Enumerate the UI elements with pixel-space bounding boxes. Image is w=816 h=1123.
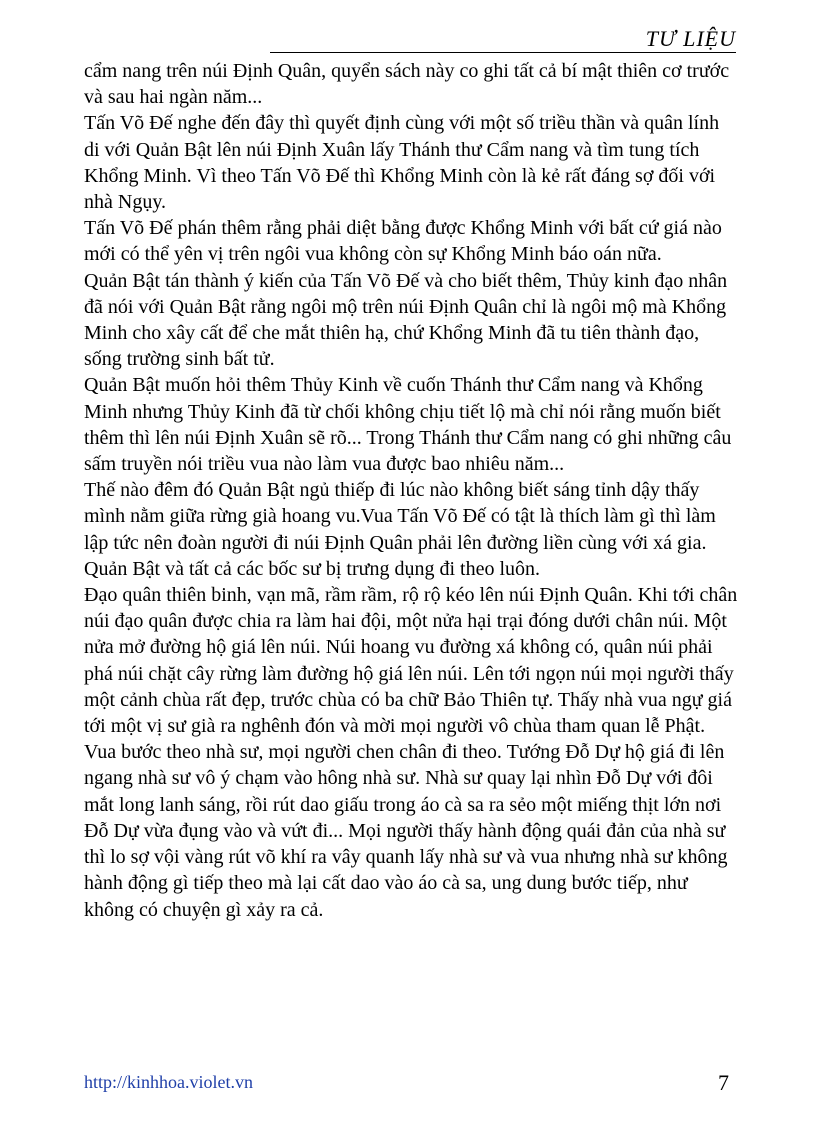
paragraph: Tấn Võ Đế nghe đến đây thì quyết định cùng với một số triều thần và quân lính di với Quản Bật lên núi Định Xuân lấy Thánh thư Cẩm nang và tìm tung tích Khổng Minh. Vì theo Tấn Võ Đế thì Khổng Minh còn là kẻ rất đáng sợ đối với nhà Ngụy. <box>84 112 720 214</box>
paragraph: cẩm nang trên núi Định Quân, quyển sách này co ghi tất cả bí mật thiên cơ trước và sau hai ngàn năm... <box>84 60 730 109</box>
paragraph: Thế nào đêm đó Quản Bật ngủ thiếp đi lúc nào không biết sáng tỉnh dậy thấy mình nằm giữa rừng già hoang vu.Vua Tấn Võ Đế có tật là thích làm gì thì làm lập tức nên đoàn người đi núi Định Quân phải lên đường liền cùng với xá gia. Quản Bật và tất cả các bốc sư bị trưng dụng đi theo luôn. <box>84 479 716 580</box>
footer-link[interactable]: http://kinhhoa.violet.vn <box>84 1072 253 1092</box>
paragraph: Vua bước theo nhà sư, mọi người chen chân đi theo. Tướng Đỗ Dự hộ giá đi lên ngang nhà sư vô ý chạm vào hông nhà sư. Nhà sư quay lại nhìn Đỗ Dự với đôi mắt long lanh sáng, rồi rút dao giấu trong áo cà sa ra sẻo một miếng thịt lớn nơi Đỗ Dự vừa đụng vào và vứt đi... Mọi người thấy hành động quái đản của nhà sư thì lo sợ vội vàng rút võ khí ra vây quanh lấy nhà sư và vua nhưng nhà sư không hành động gì tiếp theo mà lại cất dao vào áo cà sa, ung dung bước tiếp, như không có chuyện gì xảy ra cả. <box>84 741 728 921</box>
paragraph: Quản Bật muốn hỏi thêm Thủy Kinh về cuốn Thánh thư Cẩm nang và Khổng Minh nhưng Thủy Kinh đã từ chối không chịu tiết lộ mà chỉ nói rằng muốn biết thêm thì lên núi Định Xuân sẽ rõ... Trong Thánh thư Cẩm nang có ghi những câu sấm truyền nói triều vua nào làm vua được bao nhiêu năm... <box>84 374 732 476</box>
paragraph: Tấn Võ Đế phán thêm rằng phải diệt bằng được Khổng Minh với bất cứ giá nào mới có thể yên vị trên ngôi vua không còn sự Khổng Minh báo oán nữa. <box>84 217 722 266</box>
page-header: TƯ LIỆU <box>270 26 736 53</box>
document-body <box>84 58 738 923</box>
page-number: 7 <box>718 1070 729 1095</box>
paragraph: Quản Bật tán thành ý kiến của Tấn Võ Đế và cho biết thêm, Thủy kinh đạo nhân đã nói với Quản Bật rằng ngôi mộ trên núi Định Quân chỉ là ngôi mộ mà Khổng Minh cho xây cất để che mắt thiên hạ, chứ Khổng Minh đã tu tiên thành đạo, sống trường sinh bất tử. <box>84 269 728 371</box>
paragraph: Đạo quân thiên binh, vạn mã, rầm rầm, rộ rộ kéo lên núi Định Quân. Khi tới chân núi đạo quân được chia ra làm hai đội, một nửa hại trại đóng dưới chân núi. Một nửa mở đường hộ giá lên núi. Núi hoang vu đường xá không có, quân núi phải phá núi chặt cây rừng làm đường hộ giá lên núi. Lên tới ngọn núi mọi người thấy một cảnh chùa rất đẹp, trước chùa có ba chữ Bảo Thiên tự. Thấy nhà vua ngự giá tới một vị sư già ra nghênh đón và mời mọi người vô chùa tham quan lễ Phật. <box>84 584 738 738</box>
